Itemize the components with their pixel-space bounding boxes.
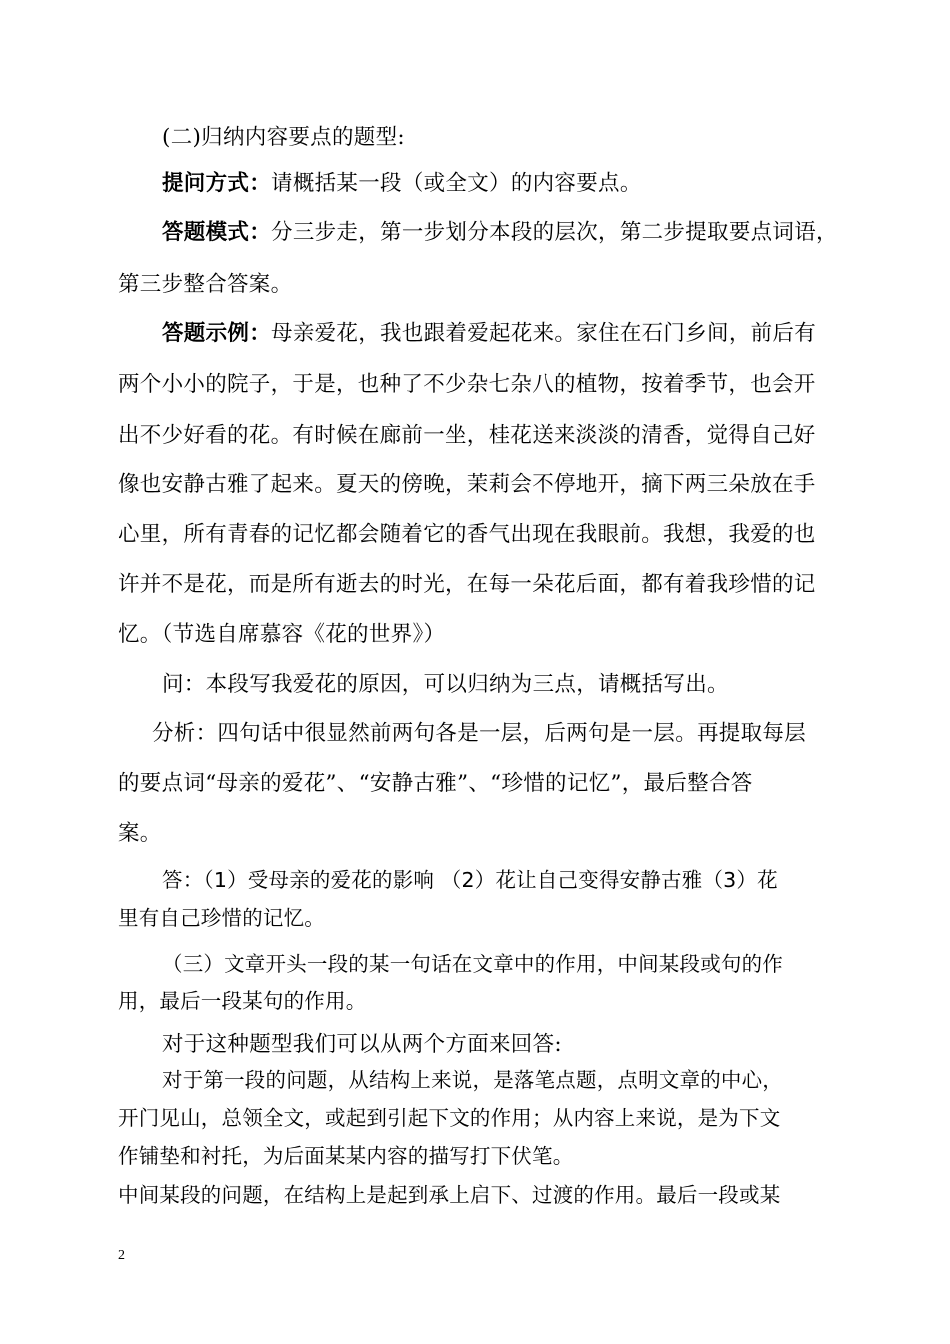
text-line: 对于第一段的问题，从结构上来说，是落笔点题，点明文章的中心， bbox=[162, 1068, 783, 1092]
text-line: 许并不是花，而是所有逝去的时光，在每一朵花后面，都有着我珍惜的记 bbox=[118, 572, 816, 597]
text-line: 开门见山，总领全文，或起到引起下文的作用；从内容上来说，是为下文 bbox=[118, 1106, 781, 1130]
text-answer-example: 母亲爱花，我也跟着爱起花来。家住在石门乡间，前后有 bbox=[271, 321, 817, 346]
heading-section-3: （三）文章开头一段的某一句话在文章中的作用，中间某段或句的作 bbox=[162, 952, 783, 976]
intro-line: 对于这种题型我们可以从两个方面来回答: bbox=[162, 1032, 562, 1057]
text-line: 心里，所有青春的记忆都会随着它的香气出现在我眼前。我想，我爱的也 bbox=[118, 522, 816, 547]
label-answer-example: 答题示例： bbox=[162, 321, 272, 346]
text-line: 里有自己珍惜的记忆。 bbox=[118, 906, 325, 930]
text-answer-model: 分三步走，第一步划分本段的层次，第二步提取要点词语， bbox=[271, 220, 838, 245]
text-ask-method: 请概括某一段（或全文）的内容要点。 bbox=[271, 171, 642, 196]
paragraph-answer-example bbox=[162, 320, 816, 348]
answer-line: 答：（1）受母亲的爱花的影响 （2）花让自己变得安静古雅（3）花 bbox=[162, 868, 778, 892]
text-line: 第三步整合答案。 bbox=[118, 272, 293, 297]
text-line: 中间某段的问题，在结构上是起到承上启下、过渡的作用。最后一段或某 bbox=[118, 1183, 781, 1207]
text-line: 两个小小的院子，于是，也种了不少杂七杂八的植物，按着季节，也会开 bbox=[118, 372, 816, 397]
text-line: 像也安静古雅了起来。夏天的傍晚，茉莉会不停地开，摘下两三朵放在手 bbox=[118, 472, 816, 497]
analysis-line: 分析：四句话中很显然前两句各是一层，后两句是一层。再提取每层 bbox=[152, 721, 807, 746]
page-number: 2 bbox=[118, 1248, 125, 1263]
text-line: 忆。（节选自席慕容《花的世界》） bbox=[118, 622, 446, 647]
label-ask-method: 提问方式： bbox=[162, 171, 272, 196]
text-line: 出不少好看的花。有时候在廊前一坐，桂花送来淡淡的清香，觉得自己好 bbox=[118, 423, 816, 448]
text-line: 案。 bbox=[118, 821, 162, 846]
text-line: 的要点词“母亲的爱花”、“安静古雅”、“珍惜的记忆”，最后整合答 bbox=[118, 771, 753, 796]
paragraph-answer-model bbox=[162, 219, 838, 247]
text-line: 用，最后一段某句的作用。 bbox=[118, 989, 367, 1013]
label-answer-model: 答题模式： bbox=[162, 220, 272, 245]
paragraph-ask-method bbox=[162, 170, 642, 198]
text-line: 作铺垫和衬托，为后面某某内容的描写打下伏笔。 bbox=[118, 1144, 574, 1168]
heading-section-2: (二)归纳内容要点的题型: bbox=[162, 125, 405, 150]
question-line: 问：本段写我爱花的原因，可以归纳为三点，请概括写出。 bbox=[162, 672, 729, 697]
